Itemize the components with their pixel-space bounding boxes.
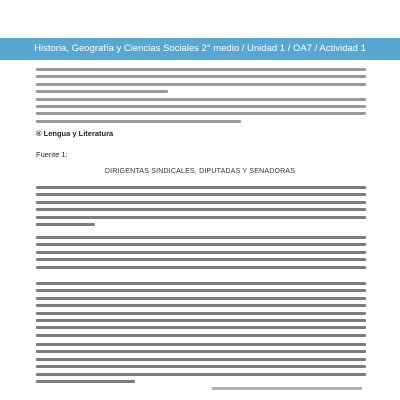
source-label: Fuente 1: — [36, 150, 68, 159]
source-paragraph-3 — [36, 282, 366, 341]
header-title: Historia, Geografía y Ciencias Sociales 2° medio / Unidad 1 / OA7 / Actividad 1 — [34, 43, 366, 54]
source-paragraph-2 — [36, 236, 366, 273]
source-title: DIRIGENTAS SINDICALES, DIPUTADAS Y SENADORAS — [104, 168, 296, 175]
section-heading: ® Lengua y Literatura — [36, 129, 114, 138]
source-paragraph-4 — [36, 343, 366, 387]
source-paragraph-1 — [36, 186, 366, 230]
source-citation — [212, 387, 362, 390]
intro-paragraph — [36, 68, 366, 127]
page-header — [0, 38, 400, 60]
